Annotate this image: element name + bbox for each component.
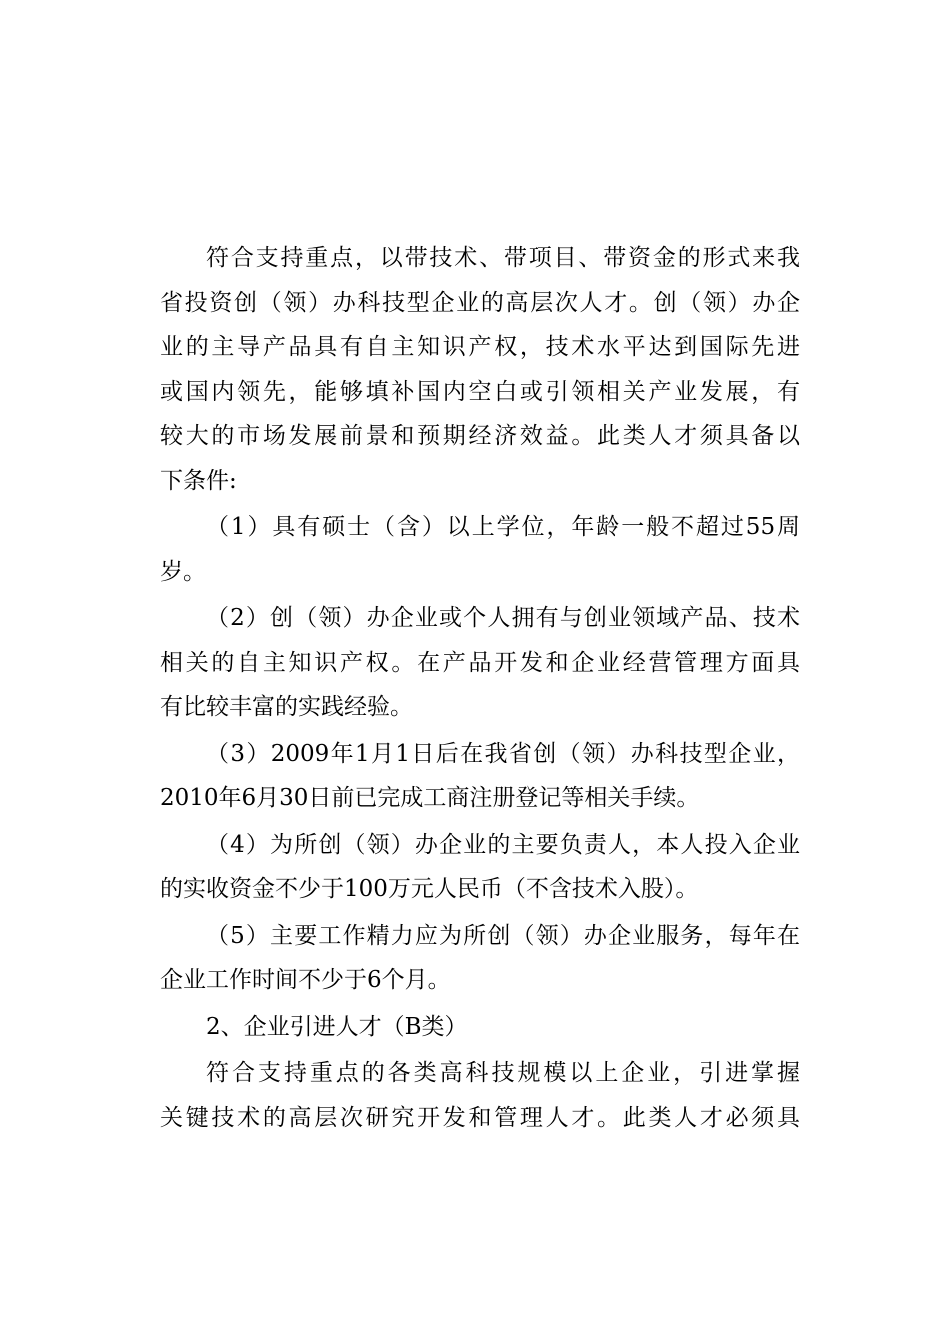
paragraph-line: 符合支持重点，以带技术、带项目、带资金的形式来我 bbox=[206, 245, 800, 271]
list-item-line: 企业工作时间不少于6个月。 bbox=[160, 967, 451, 993]
list-item-line: （3）2009年1月1日后在我省创（领）办科技型企业， bbox=[206, 740, 800, 767]
list-item-line: 相关的自主知识产权。在产品开发和企业经营管理方面具 bbox=[160, 649, 800, 676]
list-item-line: （2）创（领）办企业或个人拥有与创业领域产品、技术 bbox=[206, 605, 800, 631]
document-body bbox=[160, 236, 800, 1140]
paragraph-line: 或国内领先，能够填补国内空白或引领相关产业发展，有 bbox=[160, 378, 800, 405]
paragraph-line: 较大的市场发展前景和预期经济效益。此类人才须具备以 bbox=[160, 423, 800, 449]
list-item-line: （4）为所创（领）办企业的主要负责人，本人投入企业 bbox=[206, 831, 800, 858]
paragraph-line: 关键技术的高层次研究开发和管理人才。此类人才必须具 bbox=[160, 1104, 800, 1131]
list-item-line: 岁。 bbox=[160, 558, 206, 585]
list-item-line: （1）具有硕士（含）以上学位，年龄一般不超过55周 bbox=[206, 514, 800, 540]
list-item-line: 有比较丰富的实践经验。 bbox=[160, 694, 413, 720]
paragraph-line: 省投资创（领）办科技型企业的高层次人才。创（领）办企 bbox=[160, 289, 800, 316]
paragraph-line: 下条件: bbox=[160, 467, 237, 494]
list-item-line: （5）主要工作精力应为所创（领）办企业服务，每年在 bbox=[206, 922, 800, 949]
section-heading: 2、企业引进人才（B类） bbox=[206, 1013, 468, 1040]
paragraph-line: 符合支持重点的各类高科技规模以上企业，引进掌握 bbox=[206, 1060, 800, 1086]
paragraph-line: 业的主导产品具有自主知识产权，技术水平达到国际先进 bbox=[160, 334, 800, 360]
list-item-line: 2010年6月30日前已完成工商注册登记等相关手续。 bbox=[160, 785, 700, 811]
list-item-line: 的实收资金不少于100万元人民币（不含技术入股）。 bbox=[160, 876, 699, 902]
